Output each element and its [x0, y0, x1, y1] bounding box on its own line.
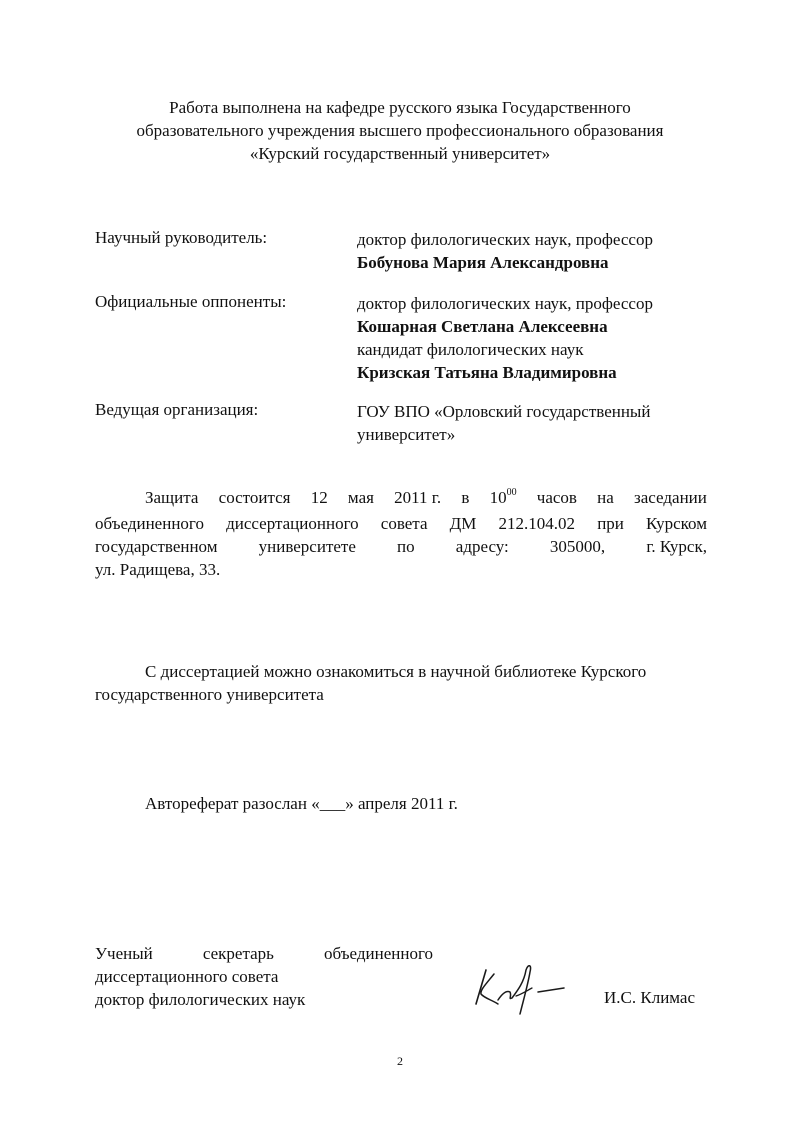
defense-word: Защита	[145, 488, 199, 507]
header-line-2: образовательного учреждения высшего профессионального образования	[136, 121, 664, 140]
defense-word: 305000,	[549, 537, 606, 556]
defense-word: на	[597, 488, 614, 507]
defense-word: 2011 г.	[394, 488, 442, 507]
defense-word: адресу:	[455, 537, 509, 556]
advisor-value	[357, 228, 653, 274]
defense-time-hours: 10	[489, 488, 507, 507]
secretary-word: секретарь	[202, 944, 274, 963]
defense-word: университете	[258, 537, 356, 556]
secretary-word: объединенного	[324, 944, 433, 963]
defense-time-minutes: 00	[506, 487, 517, 498]
library-paragraph	[95, 660, 707, 706]
defense-word: г. Курск,	[646, 537, 707, 556]
advisor-name: Бобунова Мария Александровна	[357, 253, 609, 272]
secretary-word: Ученый	[95, 944, 153, 963]
organization-label: Ведущая организация:	[95, 400, 259, 419]
library-line-2: государственного университета	[95, 685, 324, 704]
organization-line-1: ГОУ ВПО «Орловский государственный	[357, 402, 651, 421]
mailing-note: Автореферат разослан «___» апреля 2011 г.	[145, 794, 458, 813]
opponent-2-title: кандидат филологических наук	[357, 340, 584, 359]
secretary-name: И.С. Климас	[604, 988, 696, 1007]
defense-line-2-text: объединенного диссертационного совета ДМ 212.104.02 при Курском	[95, 514, 707, 533]
defense-word: мая	[347, 488, 374, 507]
opponents-value	[357, 292, 653, 384]
header-line-1: Работа выполнена на кафедре русского языка Государственного	[169, 98, 631, 117]
organization-line-2: университет»	[357, 425, 456, 444]
defense-word: в	[461, 488, 470, 507]
defense-word: 12	[310, 488, 328, 507]
library-line-1: С диссертацией можно ознакомиться в научной библиотеке Курского	[145, 662, 647, 681]
organization-value	[357, 400, 650, 446]
defense-word: состоится	[218, 488, 291, 507]
document-header	[0, 96, 800, 165]
defense-line-4: ул. Радищева, 33.	[95, 560, 221, 579]
defense-time	[490, 486, 517, 512]
signature	[472, 960, 576, 1018]
secretary-line-1	[95, 942, 433, 965]
secretary-line-3: доктор филологических наук	[95, 990, 306, 1009]
defense-word: заседании	[634, 488, 707, 507]
defense-word: часов	[536, 488, 577, 507]
opponent-1-title: доктор филологических наук, профессор	[357, 294, 653, 313]
advisor-label: Научный руководитель:	[95, 228, 268, 247]
defense-line-3	[95, 535, 707, 558]
defense-word: государственном	[95, 537, 218, 556]
defense-paragraph	[95, 486, 707, 581]
opponents-label: Официальные оппоненты:	[95, 292, 287, 311]
header-line-3: «Курский государственный университет»	[249, 144, 551, 163]
defense-line-1	[95, 486, 707, 512]
secretary-block	[95, 942, 433, 1011]
advisor-title: доктор филологических наук, профессор	[357, 230, 653, 249]
secretary-line-2: диссертационного совета	[95, 967, 279, 986]
defense-word: по	[397, 537, 415, 556]
opponent-1-name: Кошарная Светлана Алексеевна	[357, 317, 608, 336]
defense-line-2	[95, 512, 707, 535]
opponent-2-name: Кризская Татьяна Владимировна	[357, 363, 617, 382]
page-number: 2	[397, 1054, 403, 1068]
